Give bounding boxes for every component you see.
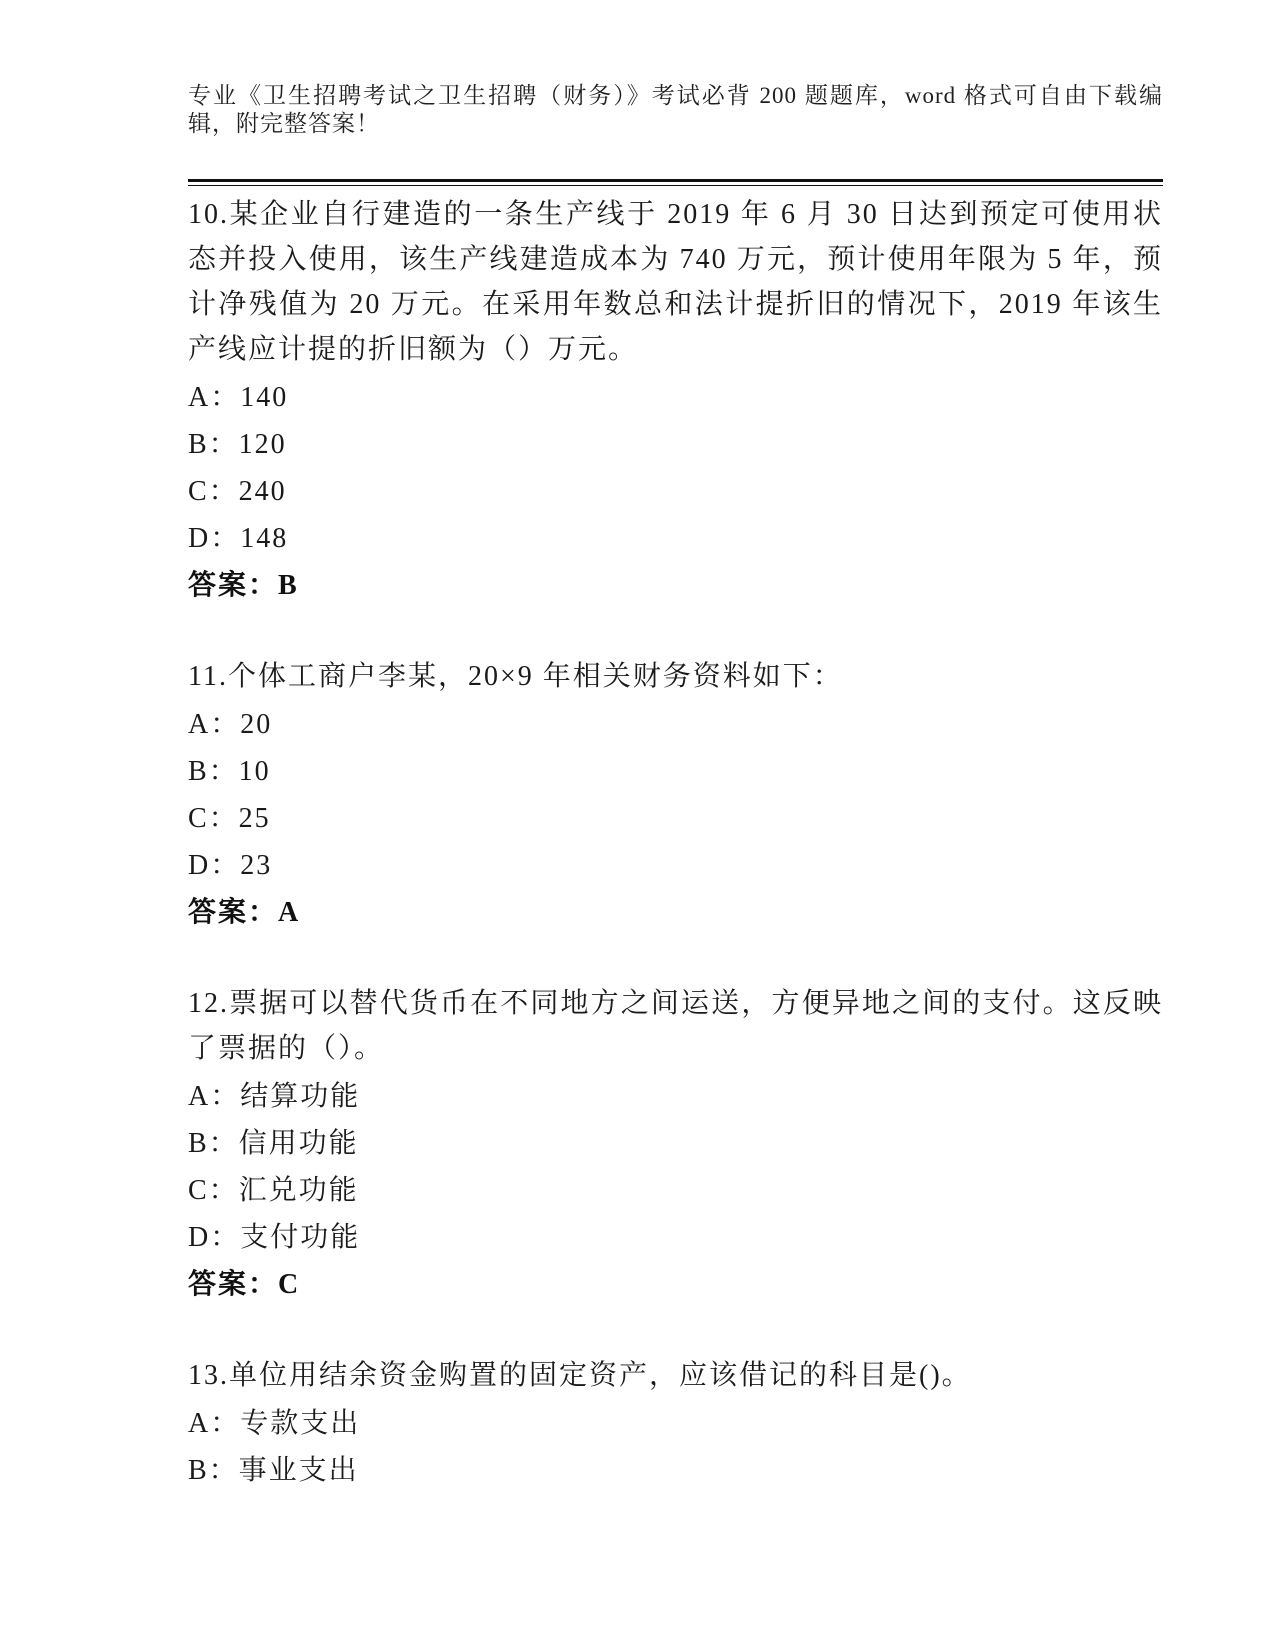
question-12-option-a: A：结算功能 <box>188 1081 361 1112</box>
question-12-option-d: D：支付功能 <box>188 1222 361 1253</box>
question-12-option-b: B：信用功能 <box>188 1128 359 1159</box>
question-10-text: 10.某企业自行建造的一条生产线于 2019 年 6 月 30 日达到预定可使用状态并投入使用，该生产线建造成本为 740 万元，预计使用年限为 5 年，预计净残值为 20 万元。在采用年数总和法计提折旧的情况下，2019 年该生产线应计提的折旧额为（）万元。 <box>188 199 1163 365</box>
question-10-option-b: B：120 <box>188 429 287 460</box>
question-11-option-d: D：23 <box>188 850 273 881</box>
question-11-answer: 答案：A <box>188 897 301 928</box>
question-11-option-b: B：10 <box>188 756 271 787</box>
question-10-option-d: D：148 <box>188 523 289 554</box>
question-block-12 <box>188 981 1163 1308</box>
header-divider <box>188 179 1163 186</box>
question-block-11 <box>188 654 1163 936</box>
question-list <box>188 192 1163 1494</box>
question-10-answer: 答案：B <box>188 570 299 601</box>
question-13-text: 13.单位用结余资金购置的固定资产，应该借记的科目是()。 <box>188 1360 972 1391</box>
question-13-option-b: B：事业支出 <box>188 1455 359 1486</box>
document-header-title: 专业《卫生招聘考试之卫生招聘（财务）》考试必背 200 题题库，word 格式可自由下载编辑，附完整答案！ <box>188 83 1163 136</box>
question-11-option-c: C：25 <box>188 803 271 834</box>
question-10-option-a: A：140 <box>188 382 289 413</box>
question-11-option-a: A：20 <box>188 709 273 740</box>
document-header <box>188 82 1163 186</box>
question-block-10 <box>188 192 1163 609</box>
question-12-text: 12.票据可以替代货币在不同地方之间运送，方便异地之间的支付。这反映了票据的（）。 <box>188 988 1163 1064</box>
question-13-option-a: A：专款支出 <box>188 1408 361 1439</box>
question-10-option-c: C：240 <box>188 476 287 507</box>
question-12-option-c: C：汇兑功能 <box>188 1175 359 1206</box>
question-12-answer: 答案：C <box>188 1269 301 1300</box>
question-11-text: 11.个体工商户李某，20×9 年相关财务资料如下： <box>188 661 843 692</box>
question-block-13 <box>188 1353 1163 1494</box>
